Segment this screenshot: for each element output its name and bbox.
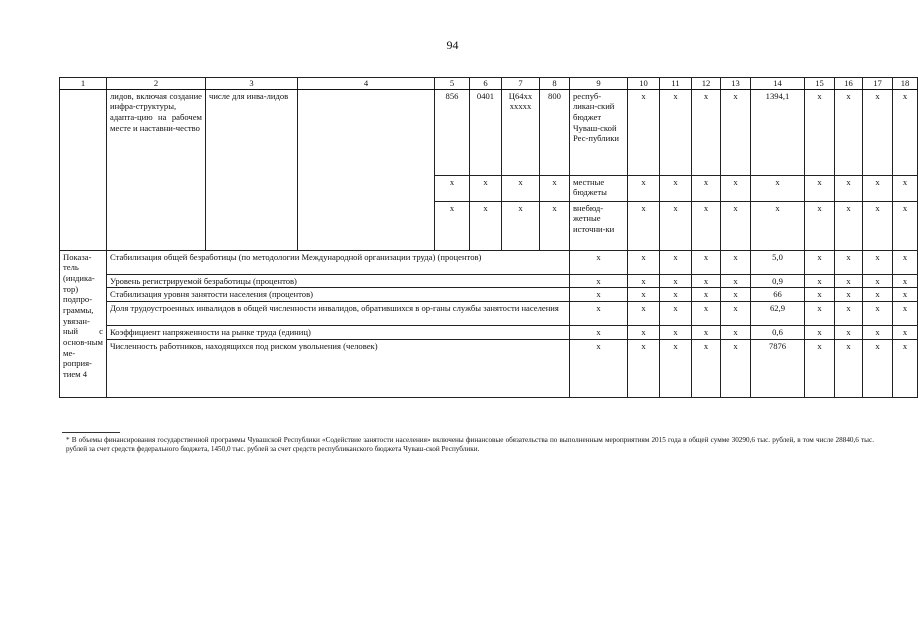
program-table bbox=[59, 77, 918, 398]
table-cell: x bbox=[721, 301, 751, 325]
table-cell: x bbox=[805, 175, 835, 201]
indicator-value: 62,9 bbox=[751, 301, 805, 325]
table-cell: x bbox=[863, 288, 893, 302]
indicator-text: Уровень регистрируемой безработицы (процентов) bbox=[107, 274, 570, 288]
indicator-text: Стабилизация уровня занятости населения (процентов) bbox=[107, 288, 570, 302]
table-cell: x bbox=[628, 325, 660, 339]
table-cell: x bbox=[835, 274, 863, 288]
cell-section: 0401 bbox=[470, 89, 502, 175]
table-cell: x bbox=[435, 201, 470, 250]
table-cell: x bbox=[692, 301, 721, 325]
table-cell: x bbox=[835, 201, 863, 250]
table-cell: x bbox=[628, 288, 660, 302]
table-cell: x bbox=[751, 175, 805, 201]
table-cell: x bbox=[470, 201, 502, 250]
cell-funding-source: местные бюджеты bbox=[570, 175, 628, 201]
table-cell: x bbox=[863, 274, 893, 288]
table-cell: x bbox=[721, 250, 751, 274]
indicator-value: 0,6 bbox=[751, 325, 805, 339]
table-cell: x bbox=[835, 325, 863, 339]
table-cell: x bbox=[835, 339, 863, 397]
indicator-row bbox=[60, 339, 918, 397]
table-cell: x bbox=[540, 175, 570, 201]
table-cell: x bbox=[863, 89, 893, 175]
table-cell: x bbox=[692, 274, 721, 288]
column-number: 6 bbox=[470, 78, 502, 90]
table-cell: x bbox=[835, 301, 863, 325]
table-cell: x bbox=[628, 250, 660, 274]
table-cell: x bbox=[863, 325, 893, 339]
table-cell: x bbox=[893, 89, 918, 175]
table-cell: x bbox=[721, 201, 751, 250]
column-number: 12 bbox=[692, 78, 721, 90]
indicator-value: 5,0 bbox=[751, 250, 805, 274]
column-number: 15 bbox=[805, 78, 835, 90]
footnote: * В объемы финансирования государственной программы Чувашской Республики «Содействие занятости населения» включены финансовые обязательства по выполненным мероприятиям 2015 года в общей сумме 30290,6 тыс. рублей, в том числе 28840,6 тыс. рублей за счет средств федерального бюджета, 1450,0 тыс. рублей за счет средств республиканского бюджета Чуваш-ской Республики. bbox=[66, 436, 874, 454]
column-number: 8 bbox=[540, 78, 570, 90]
indicator-text: Коэффициент напряженности на рынке труда (единиц) bbox=[107, 325, 570, 339]
table-cell: x bbox=[863, 301, 893, 325]
indicator-row bbox=[60, 301, 918, 325]
table-cell: x bbox=[692, 339, 721, 397]
table-row bbox=[60, 89, 918, 175]
table-cell: x bbox=[805, 301, 835, 325]
event-description: лидов, включая создание инфра-структуры, адапта-цию на рабочем месте и наставни-чество bbox=[107, 89, 206, 250]
table-cell: x bbox=[721, 288, 751, 302]
participant-description: числе для инва-лидов bbox=[206, 89, 298, 250]
table-cell: x bbox=[835, 288, 863, 302]
table-cell: x bbox=[893, 175, 918, 201]
table-cell: x bbox=[660, 250, 692, 274]
table-cell: x bbox=[628, 339, 660, 397]
page-number: 94 bbox=[446, 38, 459, 52]
column-number: 14 bbox=[751, 78, 805, 90]
table-cell: x bbox=[660, 274, 692, 288]
table-cell: x bbox=[570, 339, 628, 397]
table-cell: x bbox=[435, 175, 470, 201]
table-cell: x bbox=[570, 250, 628, 274]
table-cell: x bbox=[805, 339, 835, 397]
column-number: 17 bbox=[863, 78, 893, 90]
indicator-text: Стабилизация общей безработицы (по методологии Международной организации труда) (процентов) bbox=[107, 250, 570, 274]
table-cell: x bbox=[893, 339, 918, 397]
table-cell: x bbox=[692, 89, 721, 175]
table-cell: x bbox=[570, 288, 628, 302]
table-cell: x bbox=[570, 325, 628, 339]
table-cell: x bbox=[692, 325, 721, 339]
column-number-row bbox=[60, 78, 918, 90]
indicator-value: 66 bbox=[751, 288, 805, 302]
indicator-value: 7876 bbox=[751, 339, 805, 397]
indicator-row bbox=[60, 274, 918, 288]
table-cell: x bbox=[570, 274, 628, 288]
table-cell: x bbox=[893, 274, 918, 288]
cell-target-article: Ц64хх хxxxx bbox=[502, 89, 540, 175]
table-cell: x bbox=[660, 301, 692, 325]
table-cell: x bbox=[628, 201, 660, 250]
indicator-cell-empty bbox=[60, 89, 107, 250]
table-cell: x bbox=[721, 274, 751, 288]
table-cell: x bbox=[893, 325, 918, 339]
table-cell: x bbox=[692, 250, 721, 274]
table-cell: x bbox=[502, 175, 540, 201]
column-number: 9 bbox=[570, 78, 628, 90]
responsible-cell bbox=[298, 89, 435, 250]
cell-funding-source: внебюд-жетные источни-ки bbox=[570, 201, 628, 250]
table-cell: x bbox=[893, 301, 918, 325]
column-number: 16 bbox=[835, 78, 863, 90]
column-number: 4 bbox=[298, 78, 435, 90]
column-number: 1 bbox=[60, 78, 107, 90]
column-number: 10 bbox=[628, 78, 660, 90]
indicator-group-label: Показа-тель (индика-тор) подпро-граммы, увязан-ный с основ-ным ме-роприя-тием 4 bbox=[60, 250, 107, 397]
column-number: 2 bbox=[107, 78, 206, 90]
table-cell: x bbox=[751, 201, 805, 250]
table-cell: x bbox=[721, 339, 751, 397]
column-number: 3 bbox=[206, 78, 298, 90]
table-cell: x bbox=[835, 89, 863, 175]
indicator-text: Доля трудоустроенных инвалидов в общей численности инвалидов, обратившихся в ор-ганы службы занятости населения bbox=[107, 301, 570, 325]
footnote-divider bbox=[62, 432, 120, 433]
indicator-text: Численность работников, находящихся под риском увольнения (человек) bbox=[107, 339, 570, 397]
table-cell: x bbox=[805, 274, 835, 288]
table-cell: x bbox=[893, 250, 918, 274]
table-cell: x bbox=[835, 250, 863, 274]
table-cell: x bbox=[863, 339, 893, 397]
column-number: 13 bbox=[721, 78, 751, 90]
table-cell: x bbox=[660, 175, 692, 201]
table-cell: x bbox=[721, 325, 751, 339]
table-cell: x bbox=[692, 201, 721, 250]
indicator-value: 0,9 bbox=[751, 274, 805, 288]
cell-expense-type: 800 bbox=[540, 89, 570, 175]
table-cell: x bbox=[628, 301, 660, 325]
column-number: 7 bbox=[502, 78, 540, 90]
table-cell: x bbox=[893, 288, 918, 302]
table-cell: x bbox=[692, 288, 721, 302]
table-cell: x bbox=[835, 175, 863, 201]
table-cell: x bbox=[805, 201, 835, 250]
column-number: 18 bbox=[893, 78, 918, 90]
table-cell: x bbox=[721, 175, 751, 201]
table-cell: x bbox=[805, 250, 835, 274]
cell-funding-source: респуб-ликан-ский бюджет Чуваш-ской Рес-публики bbox=[570, 89, 628, 175]
table-cell: x bbox=[470, 175, 502, 201]
table-cell: x bbox=[660, 339, 692, 397]
table-cell: x bbox=[805, 89, 835, 175]
table-cell: x bbox=[805, 288, 835, 302]
table-cell: x bbox=[502, 201, 540, 250]
table-cell: x bbox=[628, 274, 660, 288]
table-cell: x bbox=[692, 175, 721, 201]
table-cell: x bbox=[863, 250, 893, 274]
table-cell: x bbox=[660, 325, 692, 339]
table-cell: x bbox=[805, 325, 835, 339]
table-cell: x bbox=[628, 89, 660, 175]
table-cell: x bbox=[893, 201, 918, 250]
column-number: 5 bbox=[435, 78, 470, 90]
table-cell: x bbox=[660, 201, 692, 250]
table-cell: x bbox=[628, 175, 660, 201]
table-cell: 1394,1 bbox=[751, 89, 805, 175]
table-cell: x bbox=[721, 89, 751, 175]
indicator-row bbox=[60, 250, 918, 274]
indicator-row bbox=[60, 325, 918, 339]
table-cell: x bbox=[863, 175, 893, 201]
indicator-row bbox=[60, 288, 918, 302]
table-cell: x bbox=[540, 201, 570, 250]
table-cell: x bbox=[660, 288, 692, 302]
column-number: 11 bbox=[660, 78, 692, 90]
cell-grbs: 856 bbox=[435, 89, 470, 175]
table-cell: x bbox=[660, 89, 692, 175]
table-cell: x bbox=[570, 301, 628, 325]
table-cell: x bbox=[863, 201, 893, 250]
